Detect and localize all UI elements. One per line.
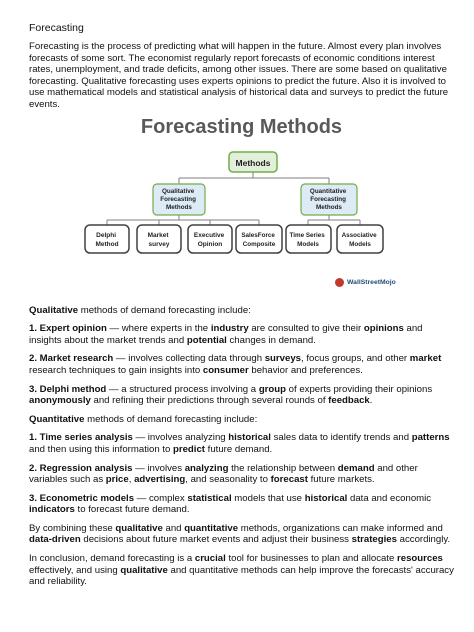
- node-market-survey: [137, 225, 181, 253]
- delphi-method-item: [29, 384, 454, 407]
- combining-paragraph: [29, 523, 454, 546]
- node-time-series: [286, 225, 331, 253]
- conclusion-t2: effectively, and using: [29, 564, 121, 576]
- node-quantitative-line2: Forecasting: [310, 195, 346, 203]
- conclusion-b2: resources: [397, 553, 443, 565]
- delphi-b4: feedback: [328, 395, 370, 407]
- node-qualitative-line2: Forecasting: [160, 195, 196, 203]
- market-b1: 2. Market research: [29, 353, 114, 365]
- econometric-b1: 3. Econometric models: [29, 492, 135, 504]
- node-timeseries-box: [286, 225, 331, 253]
- logo-mark-icon: [335, 278, 344, 287]
- expert-t1: — where experts in the: [106, 323, 211, 335]
- document-heading: Forecasting: [29, 22, 84, 34]
- regression-b1: 2. Regression analysis: [29, 462, 133, 474]
- conclusion-b3: qualitative: [120, 564, 168, 576]
- diagram-tree: [29, 115, 454, 297]
- combining-t0: By combining these: [29, 522, 116, 534]
- econometric-b2: statistical: [187, 492, 232, 504]
- qualitative-heading-rest: methods of demand forecasting include:: [78, 304, 251, 316]
- node-market-line1: Market: [147, 231, 169, 239]
- market-research-item: [29, 353, 454, 376]
- regression-t1: — involves: [132, 462, 185, 474]
- forecasting-methods-diagram: [29, 115, 454, 297]
- timeseries-b2: historical: [228, 432, 271, 444]
- node-executive-line2: Opinion: [197, 240, 223, 248]
- timeseries-b4: predict: [173, 443, 205, 455]
- combining-b3: data-driven: [29, 534, 81, 546]
- node-salesforce-box: [236, 225, 282, 253]
- conclusion-t0: In conclusion, demand forecasting is a: [29, 553, 195, 565]
- node-market-line2: survey: [148, 240, 170, 248]
- delphi-b3: anonymously: [29, 395, 91, 407]
- node-qualitative-line3: Methods: [166, 203, 192, 211]
- delphi-b1: 3. Delphi method: [29, 383, 107, 395]
- node-executive-opinion: [188, 225, 232, 253]
- market-t3: research techniques to gain insights into: [29, 364, 203, 376]
- regression-t2: the relationship between: [228, 462, 338, 474]
- conclusion-t1: tool for businesses to plan and allocate: [225, 553, 397, 565]
- delphi-b2: group: [258, 383, 286, 395]
- node-timeseries-line1: Time Series: [289, 231, 325, 239]
- expert-t4: changes in demand.: [226, 334, 316, 346]
- expert-opinion-item: [29, 323, 454, 346]
- expert-b4: potential: [186, 334, 227, 346]
- node-timeseries-line2: Models: [297, 240, 319, 248]
- regression-t5: , and seasonality to: [185, 474, 271, 486]
- wallstreetmojo-logo: [335, 278, 396, 287]
- timeseries-t4: future demand.: [205, 443, 273, 455]
- logo-text: WallStreetMojo: [347, 278, 396, 286]
- conclusion-b1: crucial: [194, 553, 226, 565]
- econometric-t2: models that use: [231, 492, 305, 504]
- node-salesforce-composite: [236, 225, 282, 253]
- conclusion-t3: and quantitative methods can help improve the forecasts' accuracy and reliability.: [29, 564, 454, 588]
- node-executive-line1: Executive: [193, 231, 225, 239]
- expert-b2: industry: [210, 323, 249, 335]
- node-associative: [337, 225, 383, 253]
- node-delphi-line2: Method: [95, 240, 119, 248]
- delphi-t4: .: [369, 395, 373, 407]
- regression-t3: and other variables such as: [29, 462, 418, 486]
- expert-t3: and insights about the market trends and: [29, 323, 423, 346]
- combining-t3: decisions about future market events and adjust their business: [80, 534, 352, 546]
- econometric-b3: historical: [304, 492, 348, 504]
- expert-t2: are consulted to give their: [248, 323, 364, 335]
- node-methods: [229, 152, 277, 172]
- market-t1: — involves collecting data through: [113, 353, 265, 365]
- qualitative-heading-bold: Qualitative: [29, 304, 79, 316]
- node-quantitative: [301, 184, 357, 215]
- conclusion-paragraph: [29, 553, 454, 588]
- econometric-b4: indicators: [29, 504, 75, 516]
- node-quantitative-line1: Quantitative: [309, 187, 347, 195]
- regression-t6: future markets.: [307, 474, 375, 486]
- market-b4: consumer: [202, 364, 249, 376]
- node-associative-line2: Models: [349, 240, 371, 248]
- timeseries-b3: patterns: [411, 432, 450, 444]
- time-series-item: [29, 432, 454, 455]
- node-associative-box: [337, 225, 383, 253]
- qualitative-heading: [29, 305, 454, 317]
- expert-b3: opinions: [363, 323, 404, 335]
- delphi-t3: and refining their predictions through several rounds of: [90, 395, 329, 407]
- document-page: [29, 22, 454, 595]
- node-qualitative-line1: Qualitative: [162, 187, 195, 195]
- node-salesforce-line2: Composite: [242, 240, 276, 248]
- delphi-t2: of experts providing their opinions: [286, 383, 433, 395]
- node-executive-box: [188, 225, 232, 253]
- combining-b1: qualitative: [115, 522, 163, 534]
- expert-b1: 1. Expert opinion: [29, 323, 107, 335]
- combining-b4: strategies: [351, 534, 397, 546]
- combining-t1: and: [162, 522, 185, 534]
- econometric-models-item: [29, 493, 454, 516]
- quantitative-heading-rest: methods of demand forecasting include:: [84, 413, 258, 425]
- econometric-t1: — complex: [134, 492, 188, 504]
- quantitative-heading-bold: Quantitative: [29, 413, 85, 425]
- regression-b5: advertising: [134, 474, 186, 486]
- market-b2: surveys: [264, 353, 301, 365]
- regression-b6: forecast: [270, 474, 308, 486]
- regression-analysis-item: [29, 463, 454, 486]
- delphi-t1: — a structured process involving a: [106, 383, 259, 395]
- market-t2: , focus groups, and other: [301, 353, 410, 365]
- node-delphi-box: [85, 225, 129, 253]
- node-methods-label: Methods: [235, 157, 271, 168]
- market-t4: behavior and preferences.: [248, 364, 363, 376]
- node-salesforce-line1: SalesForce: [241, 231, 275, 239]
- timeseries-t3: and then using this information to: [29, 443, 173, 455]
- intro-paragraph: Forecasting is the process of predicting what will happen in the future. Almost every plan involves forecasts of some sort. The economist regularly report forecasts of economic conditions interest rates, unemployment, and trade deficits, among other issues. There are some based on qualitative forecasting. Qualitative forecasting uses experts opinions to predict the future. Also it is involved to use mathematical models and statistical analysis of historical data and surveys to predict the future events.: [29, 41, 449, 110]
- combining-t4: accordingly.: [396, 534, 451, 546]
- combining-t2: methods, organizations can make informed and: [238, 522, 443, 534]
- node-delphi-line1: Delphi: [96, 231, 117, 239]
- regression-b2: analyzing: [184, 462, 229, 474]
- combining-b2: quantitative: [184, 522, 239, 534]
- timeseries-b1: 1. Time series analysis: [29, 432, 133, 444]
- regression-b4: price: [105, 474, 129, 486]
- quantitative-heading: [29, 414, 454, 426]
- timeseries-t1: — involves analyzing: [132, 432, 229, 444]
- node-associative-line1: Associative: [341, 231, 377, 239]
- econometric-t3: data and economic: [347, 492, 432, 504]
- node-market-box: [137, 225, 181, 253]
- node-qualitative: [153, 184, 205, 215]
- node-quantitative-line3: Methods: [316, 203, 342, 211]
- econometric-t4: to forecast future demand.: [74, 504, 190, 516]
- regression-t4: ,: [128, 474, 135, 486]
- market-b3: market: [409, 353, 442, 365]
- regression-b3: demand: [337, 462, 375, 474]
- timeseries-t2: sales data to identify trends and: [270, 432, 412, 444]
- node-delphi: [85, 225, 129, 253]
- diagram-title: Forecasting Methods: [140, 115, 343, 138]
